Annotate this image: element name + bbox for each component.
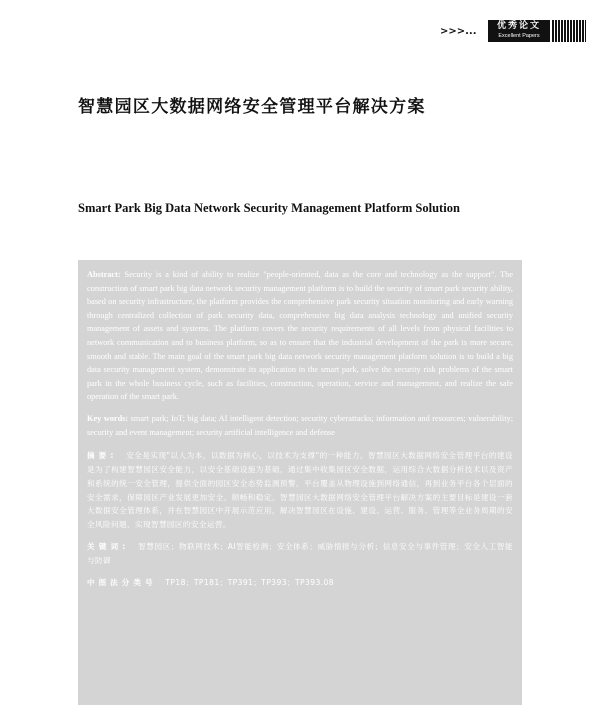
abstract-en	[87, 268, 513, 404]
abstract-cn	[87, 449, 513, 532]
section-badge	[488, 20, 550, 42]
keywords-cn	[87, 540, 513, 568]
paper-title-en: Smart Park Big Data Network Security Management Platform Solution	[78, 201, 460, 215]
abstract-text: Security is a kind of ability to realize "people-oriented, data as the core and technology as the support". The construction of smart park big data network security management platform is to build the security of smart park security ability, based on security infrastructure, the platform provides the comprehensive park security situation monitoring and early warning through centralized collection of park security data, comprehensive big data analysis technology and unified security management of assets and systems. The platform covers the security requirements of all levels from physical facilities to network communication and to business platform, so as to ensure that the industrial development of the park is more secure, smooth and stable. The main goal of the smart park big data network security management platform solution is to build a big data security management system, demonstrate its application in the smart park, solve the security risk problems of the smart park in the whole business cycle, such as facilities, construction, operation, service and management, and realize the safe operation of the smart park.	[87, 270, 513, 402]
abstract-box	[78, 260, 522, 705]
classification-text: TP18；TP181；TP391；TP393；TP393.08	[165, 577, 334, 587]
classification-label: 中图法分类号	[87, 577, 157, 587]
keywords-en-text: smart park; IoT; big data; AI intelligent detection; security cyberattacks; information and resources; vulnerability; security and event management; security artificial intelligence and defense	[87, 413, 513, 437]
page-header	[0, 16, 600, 46]
keywords-cn-text: 智慧园区；物联网技术；AI智能检测；安全体系；威胁情报与分析；信息安全与事件管理；安全人工智能与防御	[87, 541, 513, 565]
keywords-en-label: Key words:	[87, 413, 129, 423]
section-badge-en: Excellent Papers	[498, 33, 540, 39]
keywords-en	[87, 412, 513, 439]
barcode-stripes	[552, 20, 586, 42]
section-badge-cn: 优秀论文	[496, 21, 541, 31]
abstract-cn-label: 摘要:	[87, 451, 118, 461]
abstract-label: Abstract:	[87, 270, 121, 279]
abstract-cn-text: 安全是实现"以人为本，以数据为核心，以技术为支撑"的一种能力。智慧园区大数据网络安全管理平台的建设是为了构建智慧园区安全能力，以安全基础设施为基础，通过集中收集园区安全数据，运用综合大数据分析技术以及资产和系统的统一安全管理，提供全面的园区安全态势监测预警。平台覆盖从物理设施到网络通信，再到业务平台各个层面的安全需求，保障园区产业发展更加安全、顺畅和稳定。智慧园区大数据网络安全管理平台解决方案的主要目标是建设一套大数据安全管理体系，并在智慧园区中开展示范应用，解决智慧园区在设施、建设、运营、服务、管理等全业务周期的安全风险问题，实现智慧园区的安全运营。	[87, 451, 513, 530]
header-arrows: >>>...	[440, 26, 477, 37]
paper-title-cn: 智慧园区大数据网络安全管理平台解决方案	[78, 97, 426, 117]
keywords-cn-label: 关键词:	[87, 541, 130, 551]
classification	[87, 576, 513, 590]
